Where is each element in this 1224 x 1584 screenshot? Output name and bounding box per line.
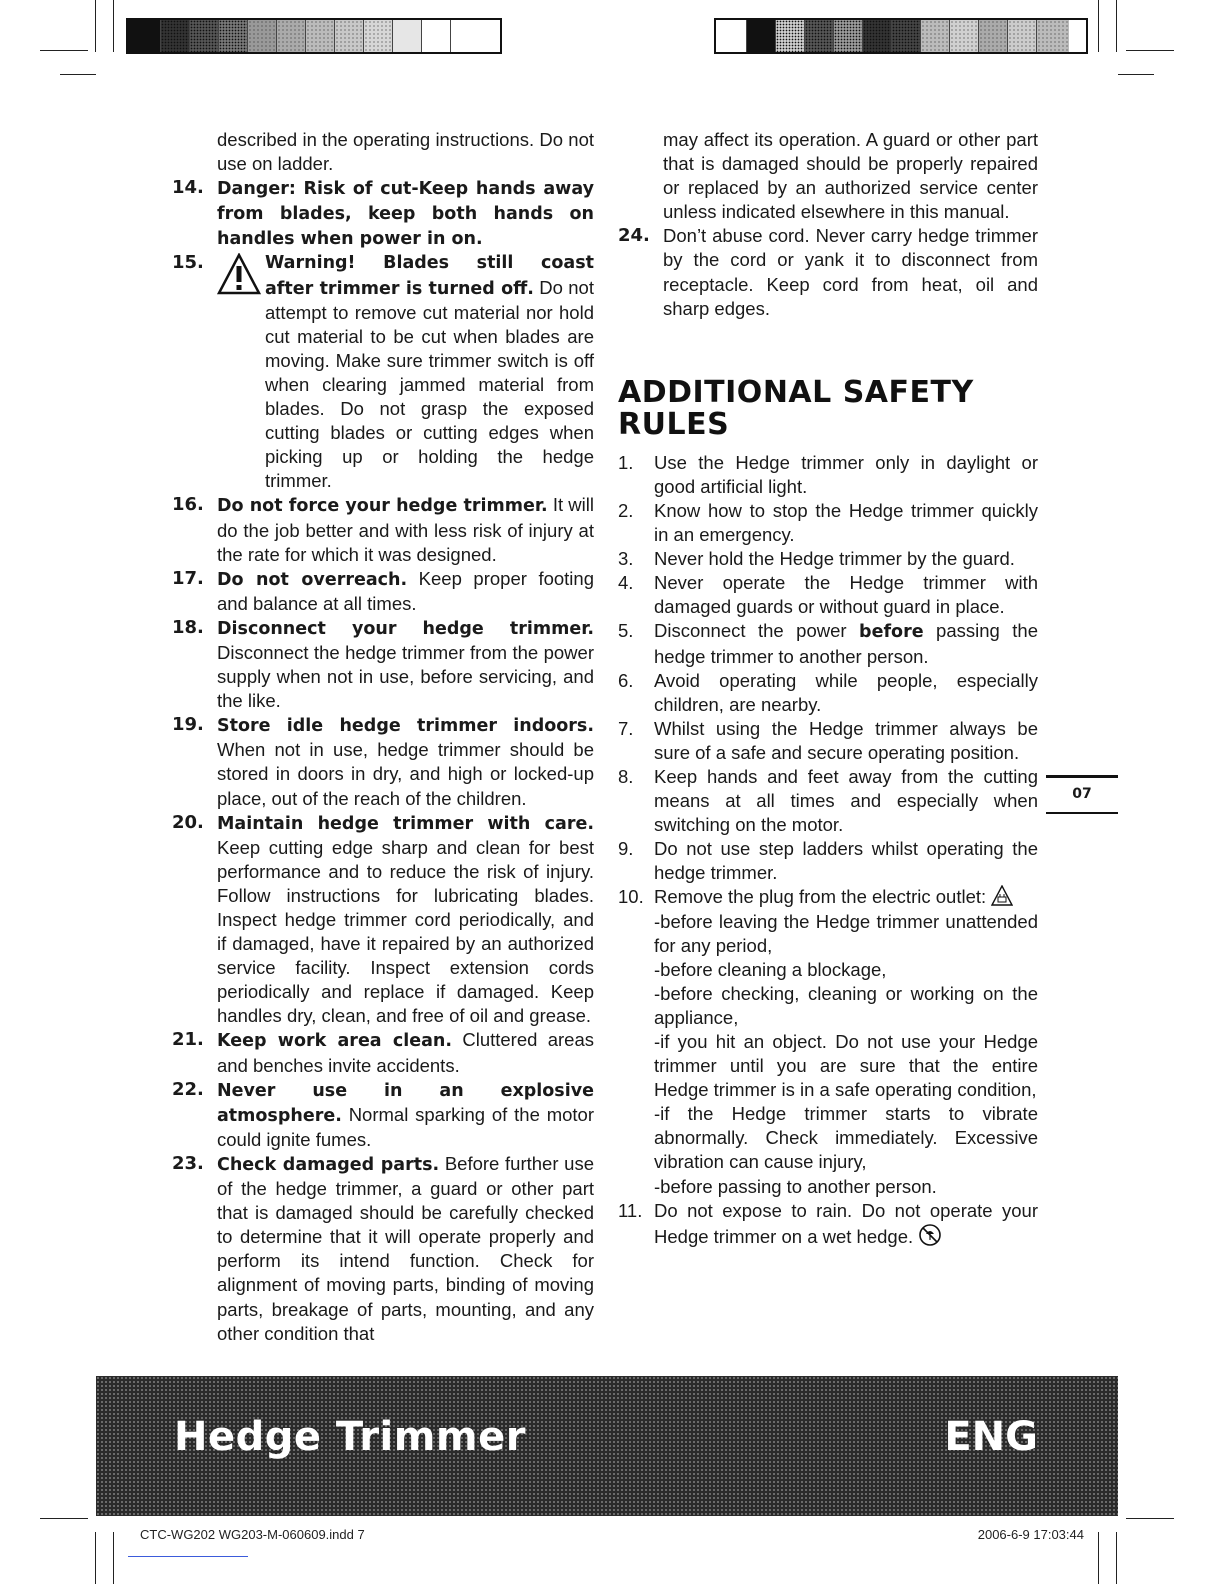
rule-number: 5. [618,620,634,642]
item-body: Before further use of the hedge trimmer, a guard or other part that is damaged should be carefully checked to determine that it will operate properly and perform its intend function. Check for alignment of moving parts, binding of moving parts, breakage of parts, mounting, and any other condition that [217,1152,594,1344]
intro-text: described in the operating instructions. Do not use on ladder. [217,129,594,175]
rule-number: 3. [618,548,634,570]
page-number-rule [1046,775,1118,778]
rule-subitem: -before leaving the Hedge trimmer unattended for any period, [654,910,1038,956]
item-number: 17. [172,567,204,589]
item-body: Disconnect the hedge trimmer from the power supply when not in use, before servicing, and the like. [217,641,594,712]
rule-text: passing the hedge trimmer to another person. [654,620,1039,667]
rule-subitem: -if you hit an object. Do not use your Hedge trimmer until you are sure that the entire Hedge trimmer is in a safe operating condition, [654,1031,1038,1101]
list-item [172,811,594,1029]
list-item [172,251,594,493]
item-body: Do not attempt to remove cut material nor hold cut material to be cut when blades are moving. Make sure trimmer switch is off when clearing jammed material from blades. Do not grasp the exposed cutting blades or cutting edges when picking up or holding the hedge trimmer. [265,276,594,492]
color-bar-left [126,18,502,54]
item-heading: Store idle hedge trimmer indoors. [217,716,594,737]
list-item [172,128,594,176]
rule-item [618,547,1038,571]
item-body: Don’t abuse cord. Never carry hedge trimmer by the cord or yank it to disconnect from receptacle. Keep cord from heat, oil and sharp edges. [663,225,1038,319]
rule-item [618,571,1038,619]
crop-mark [40,50,88,51]
item-number: 22. [172,1078,204,1100]
rule-number: 4. [618,572,634,594]
list-item [172,1152,594,1346]
item-heading: Do not overreach. [217,569,408,590]
crop-mark [40,1518,88,1519]
crop-mark [1118,74,1154,75]
rule-subitem: -before cleaning a blockage, [654,958,887,980]
item-heading: Do not force your hedge trimmer. [217,496,548,517]
rule-subitem: -if the Hedge trimmer starts to vibrate abnormally. Check immediately. Excessive vibration can cause injury, [654,1103,1038,1173]
list-item [172,1078,594,1152]
right-column [618,128,1038,1249]
product-title: Hedge Trimmer [174,1414,526,1460]
list-item [172,1028,594,1077]
section-heading-line: ADDITIONAL SAFETY [618,374,974,410]
rule-item [618,451,1038,499]
rule-text: Do not expose to rain. Do not operate your Hedge trimmer on a wet hedge. [654,1199,1038,1247]
item-number: 16. [172,494,204,516]
warning-triangle-icon [217,253,261,295]
item-body: Normal sparking of the motor could ignite fumes. [217,1103,594,1150]
item-body: Cluttered areas and benches invite accidents. [217,1029,595,1076]
print-timestamp: 2006-6-9 17:03:44 [977,1527,1084,1542]
rule-text: Never operate the Hedge trimmer with damaged guards or without guard in place. [654,572,1038,618]
rule-number: 2. [618,499,634,521]
item-heading: Never use in an explosive atmosphere. [217,1080,594,1126]
rule-text: Keep hands and feet away from the cutting means at all times and especially when switching on the motor. [654,765,1038,836]
rule-text: Do not use step ladders whilst operating the hedge trimmer. [654,838,1038,884]
item-number: 18. [172,616,204,638]
item-number: 19. [172,714,204,736]
continuation-text: may affect its operation. A guard or other part that is damaged should be properly repaired or replaced by an authorized service center unless indicated elsewhere in this manual. [663,129,1038,223]
rule-text: Disconnect the power [654,620,860,642]
list-item [172,616,594,713]
rule-item [618,619,1038,668]
rule-text: Whilst using the Hedge trimmer always be sure of a safe and secure operating position. [654,717,1038,763]
rule-text: Use the Hedge trimmer only in daylight or good artificial light. [654,451,1038,497]
warning-heading-2: after trimmer is turned off. [265,278,534,299]
crop-mark [113,0,114,52]
crop-mark [113,1532,114,1584]
warning-block [217,251,594,493]
item-heading: Keep work area clean. [217,1031,453,1052]
list-item [618,128,1038,224]
list-item [172,493,594,566]
crop-mark [1116,0,1117,52]
item-body: Keep cutting edge sharp and clean for best performance and to reduce the risk of injury. Follow instructions for lubricating blades. Inspect hedge trimmer cord periodically, and if damaged, have it repaired by an authorized service facility. Inspect extension cords periodically and replace if damaged. Keep handles dry, clean, and free of oil and grease. [217,836,594,1027]
rule-item [618,669,1038,717]
item-body: It will do the job better and with less risk of injury at the rate for which it was designed. [217,494,594,565]
file-info: CTC-WG202 WG203-M-060609.indd 7 [140,1527,365,1542]
rule-text: Remove the plug from the electric outlet: [654,886,987,908]
rule-item [618,499,1038,547]
rule-number: 7. [618,717,634,739]
crop-mark [1098,1532,1099,1584]
rule-item [618,765,1038,837]
item-number: 24. [618,225,650,247]
crop-mark [1098,0,1099,52]
item-body: When not in use, hedge trimmer should be stored in doors in dry, and high or locked-up place, out of the reach of the children. [217,739,594,809]
item-number: 14. [172,177,204,199]
crop-mark [1126,50,1174,51]
item-number: 15. [172,252,204,274]
item-heading: Danger: Risk of cut-Keep hands away from blades, keep both hands on handles when power in on. [217,179,594,250]
page-number-rule [1046,812,1118,814]
section-heading-line: RULES [618,406,730,442]
list-item [172,176,594,251]
crop-mark [60,74,96,75]
list-item [618,224,1038,320]
crop-mark [95,0,96,52]
item-number: 21. [172,1029,204,1051]
item-heading: Check damaged parts. [217,1154,440,1175]
no-rain-icon [918,1223,942,1247]
rule-item [618,885,1038,1198]
rule-number: 9. [618,838,634,860]
color-bar-right [714,18,1088,54]
rule-item [618,837,1038,885]
rule-number: 1. [618,451,634,473]
rule-text: Never hold the Hedge trimmer by the guard. [654,548,1015,570]
crop-mark [1126,1518,1174,1519]
rule-number: 11. [618,1199,643,1221]
crop-mark [1116,1532,1117,1584]
warning-heading: Warning! Blades still coast [265,253,594,274]
language-code: ENG [944,1414,1038,1460]
left-column [172,128,594,1346]
footer-underline [128,1556,248,1557]
rule-emphasis: before [859,622,924,643]
rule-subitem: -before passing to another person. [654,1175,937,1197]
item-heading: Disconnect your hedge trimmer. [217,618,594,639]
rule-number: 6. [618,669,634,691]
page-number: 07 [1072,786,1092,802]
rule-item [618,1199,1038,1249]
item-body: Keep proper footing and balance at all times. [217,567,594,614]
section-heading [618,374,1038,442]
rule-text: Know how to stop the Hedge trimmer quickly in an emergency. [654,499,1038,546]
crop-mark [95,1532,96,1584]
rule-number: 10. [618,886,644,908]
rule-text: Avoid operating while people, especially children, are nearby. [654,669,1038,715]
rule-number: 8. [618,765,634,787]
item-number: 20. [172,811,204,833]
item-heading: Maintain hedge trimmer with care. [217,813,594,834]
list-item [172,713,594,810]
rule-subitem: -before checking, cleaning or working on the appliance, [654,982,1038,1028]
unplug-warning-icon [991,885,1013,907]
list-item [172,567,594,616]
item-number: 23. [172,1152,204,1174]
rule-item [618,717,1038,765]
